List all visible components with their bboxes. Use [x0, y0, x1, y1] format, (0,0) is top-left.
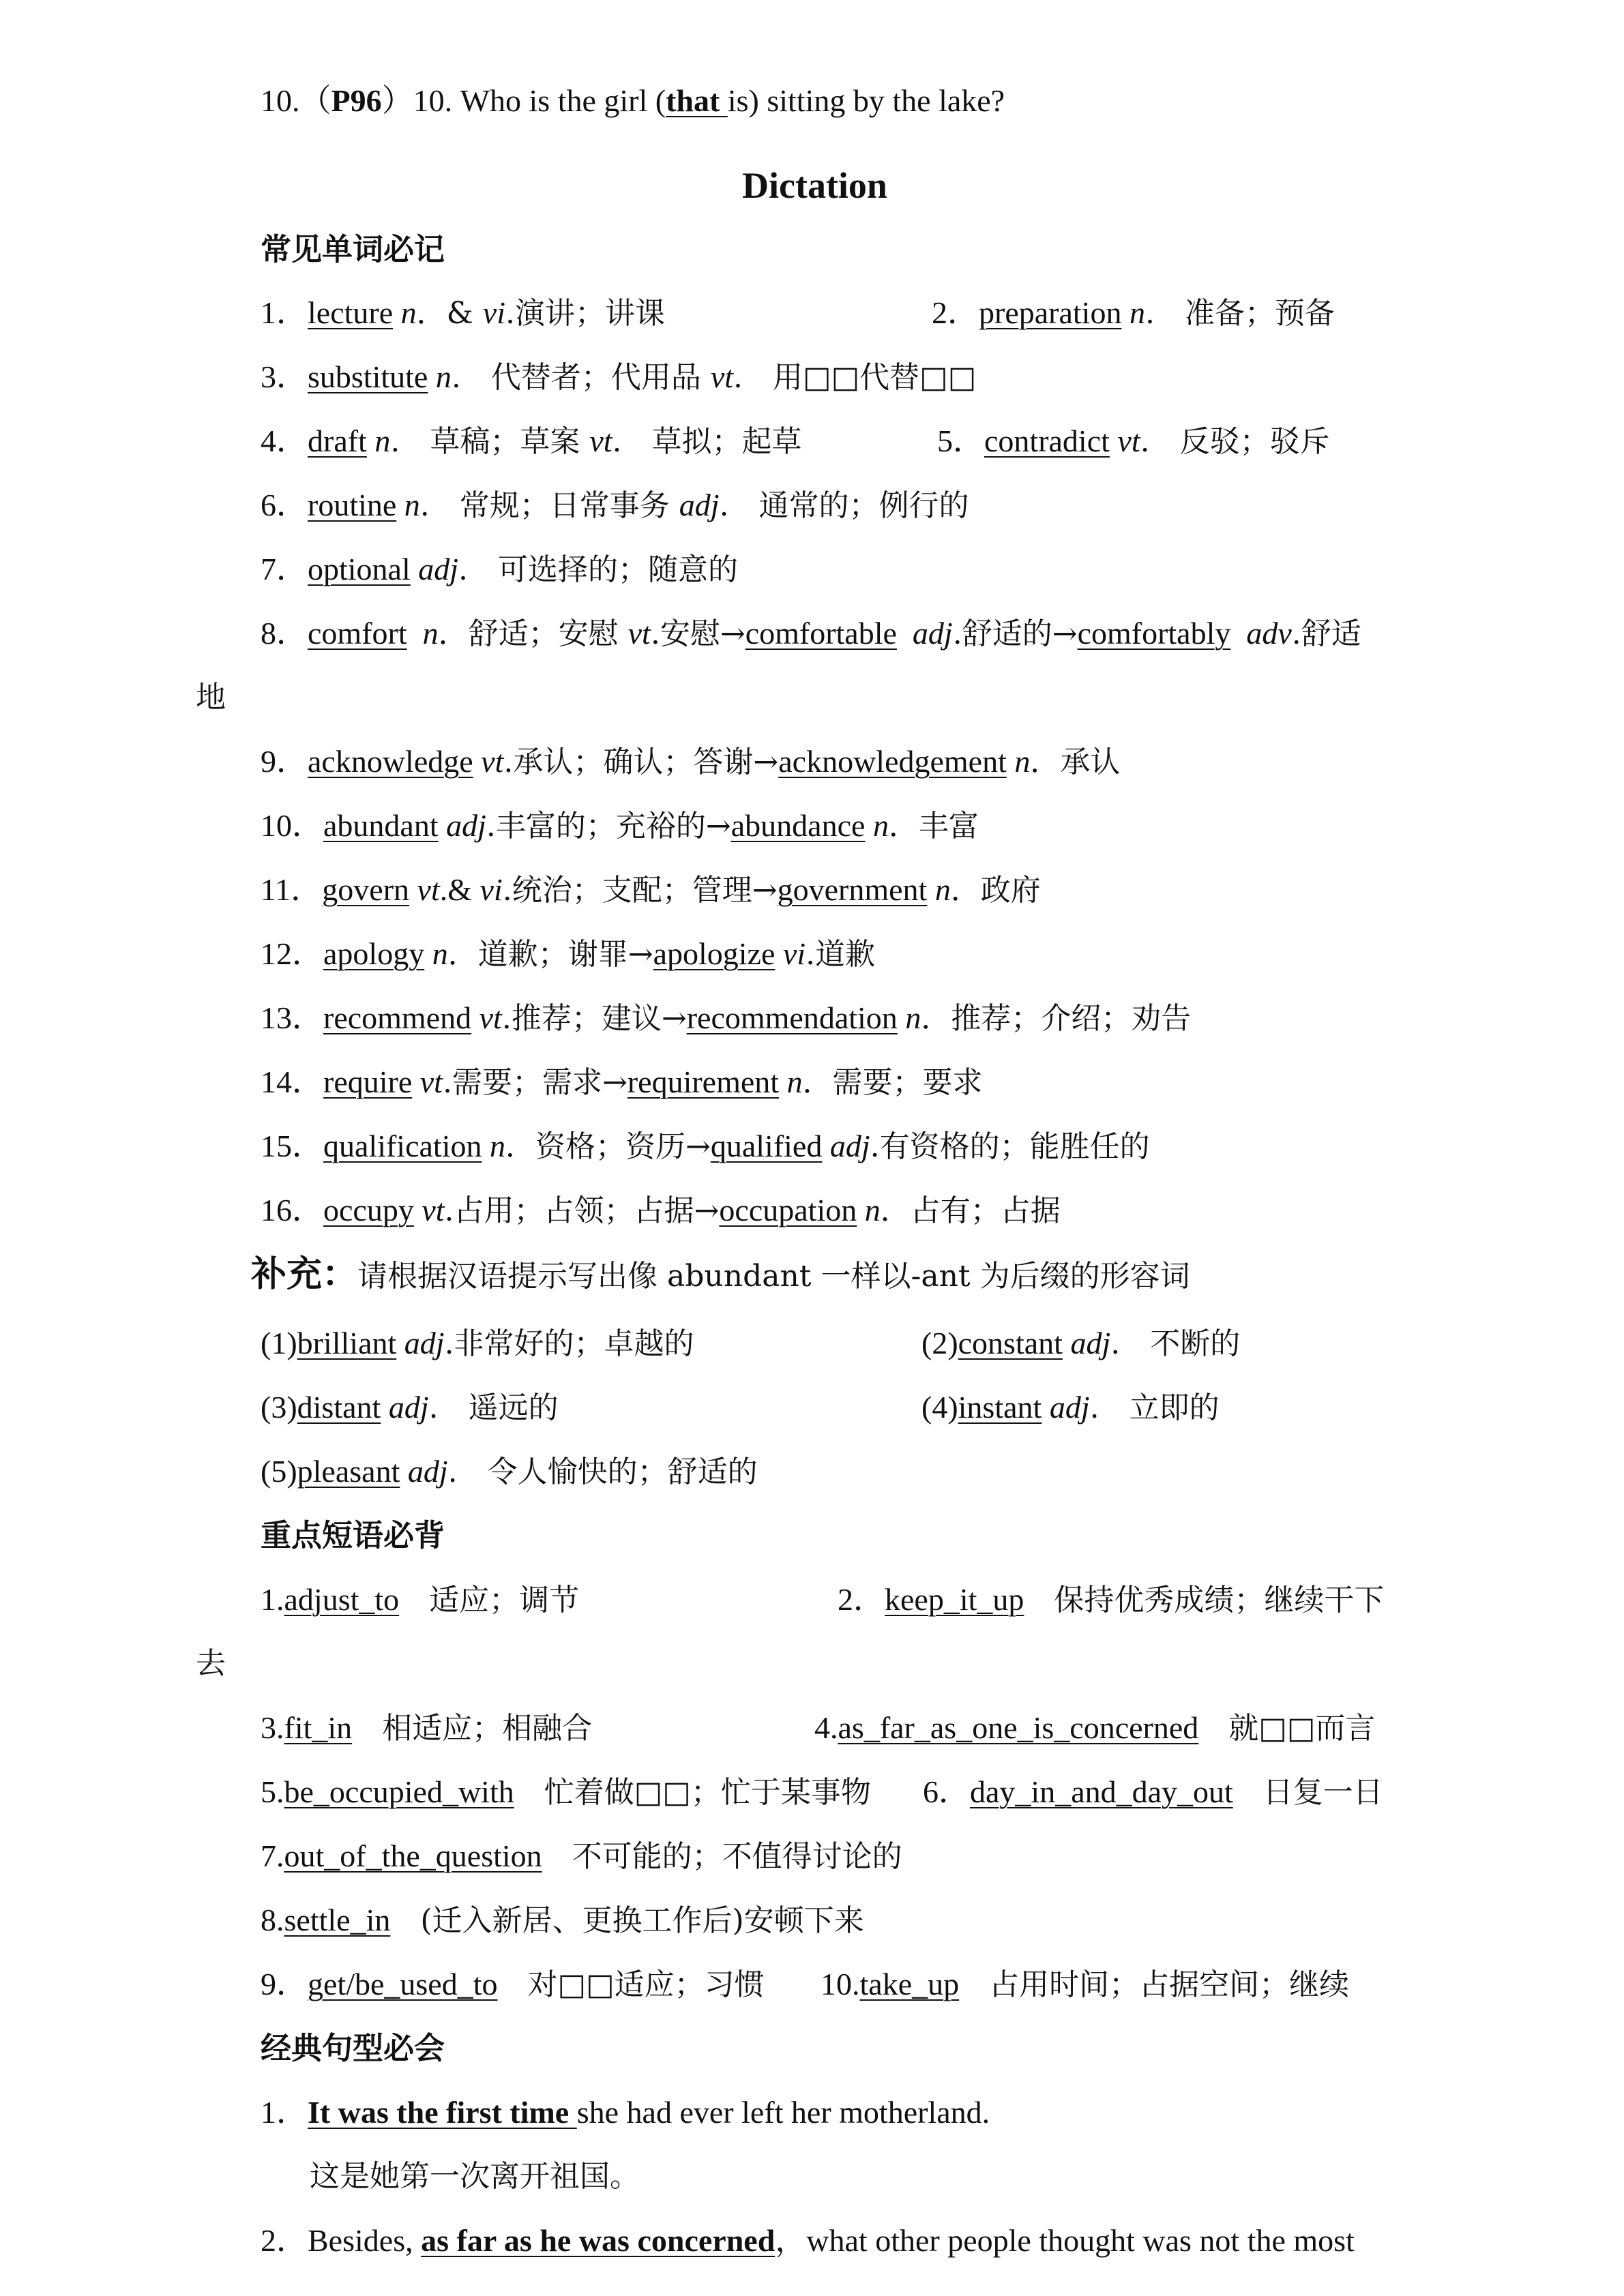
- page-title: Dictation: [742, 165, 887, 206]
- answer: that: [666, 83, 728, 118]
- adj-item-2: (2)constant adj. 不断的: [921, 1326, 1241, 1361]
- vocab-item-8-wrap: 地: [196, 680, 226, 715]
- vocab-item-1: 1．lecture n．& vi.演讲；讲课: [261, 295, 665, 331]
- top-question: 10.（P96）10. Who is the girl (that is) sitting by the lake?: [261, 83, 1005, 118]
- adj-item-1: (1)brilliant adj.非常好的；卓越的: [261, 1326, 694, 1361]
- vocab-item-13: 13．recommend vt.推荐；建议→recommendation n．推荐；介绍；劝告: [261, 1000, 1192, 1036]
- vocab-item-6: 6．routine n. 常规；日常事务 adj. 通常的；例行的: [261, 488, 969, 523]
- vocab-item-12: 12．apology n．道歉；谢罪→apologize vi.道歉: [261, 936, 876, 972]
- vocab-item-7: 7．optional adj. 可选择的；随意的: [261, 552, 739, 587]
- vocab-item-14: 14．require vt.需要；需求→requirement n．需要；要求: [261, 1064, 983, 1100]
- phrase-item-8: 8.settle_in (迁入新居、更换工作后)安顿下来: [261, 1903, 864, 1938]
- phrase-item-4: 4.as_far_as_one_is_concerned 就□□而言: [814, 1710, 1376, 1746]
- phrase-item-9: 9．get/be_used_to 对□□适应；习惯: [261, 1967, 765, 2002]
- phrase-item-2: 2．keep_it_up 保持优秀成绩；继续干下: [838, 1582, 1385, 1617]
- vocab-item-2: 2．preparation n. 准备；预备: [932, 295, 1335, 331]
- section-vocabulary: 常见单词必记: [261, 231, 445, 267]
- phrase-item-7: 7.out_of_the_question 不可能的；不值得讨论的: [261, 1838, 902, 1874]
- vocab-item-4: 4．draft n. 草稿；草案 vt. 草拟；起草: [261, 423, 802, 459]
- phrase-item-5: 5.be_occupied_with 忙着做□□；忙于某事物: [261, 1774, 871, 1810]
- vocab-item-5: 5．contradict vt. 反驳；驳斥: [937, 423, 1330, 459]
- phrase-item-2-wrap: 去: [196, 1646, 226, 1681]
- supplement-line: 补充：请根据汉语提示写出像 abundant 一样以-ant 为后缀的形容词: [251, 1254, 1190, 1295]
- phrase-item-1: 1.adjust_to 适应；调节: [261, 1582, 580, 1617]
- adj-item-5: (5)pleasant adj. 令人愉快的；舒适的: [261, 1454, 758, 1489]
- vocab-item-9: 9．acknowledge vt.承认；确认；答谢→acknowledgement n．承认: [261, 744, 1121, 779]
- adj-item-3: (3)distant adj. 遥远的: [261, 1390, 559, 1425]
- sentence-1: 1．It was the first time she had ever left her motherland.: [261, 2095, 990, 2130]
- phrase-item-6: 6．day_in_and_day_out 日复一日: [923, 1774, 1383, 1810]
- sentence-1-translation: 这是她第一次离开祖国。: [310, 2159, 640, 2194]
- phrase-item-3: 3.fit_in 相适应；相融合: [261, 1710, 593, 1746]
- vocab-item-11: 11．govern vt.& vi.统治；支配；管理→government n．政府: [261, 872, 1041, 908]
- section-sentences: 经典句型必会: [261, 2030, 445, 2066]
- sentence-2: 2．Besides, as far as he was concerned，what other people thought was not the most: [261, 2223, 1355, 2258]
- vocab-item-16: 16．occupy vt.占用；占领；占据→occupation n．占有；占据: [261, 1193, 1061, 1228]
- vocab-item-3: 3．substitute n. 代替者；代用品 vt. 用□□代替□□: [261, 359, 977, 395]
- adj-item-4: (4)instant adj. 立即的: [921, 1390, 1220, 1425]
- vocab-item-10: 10．abundant adj.丰富的；充裕的→abundance n．丰富: [261, 808, 979, 844]
- vocab-item-8: 8．comfort n．舒适；安慰 vt.安慰→comfortable adj.舒适的→comfortably adv.舒适: [261, 616, 1361, 651]
- vocab-item-15: 15．qualification n．资格；资历→qualified adj.有资格的；能胜任的: [261, 1129, 1150, 1164]
- section-phrases: 重点短语必背: [261, 1517, 445, 1553]
- phrase-item-10: 10.take_up 占用时间；占据空间；继续: [821, 1967, 1350, 2002]
